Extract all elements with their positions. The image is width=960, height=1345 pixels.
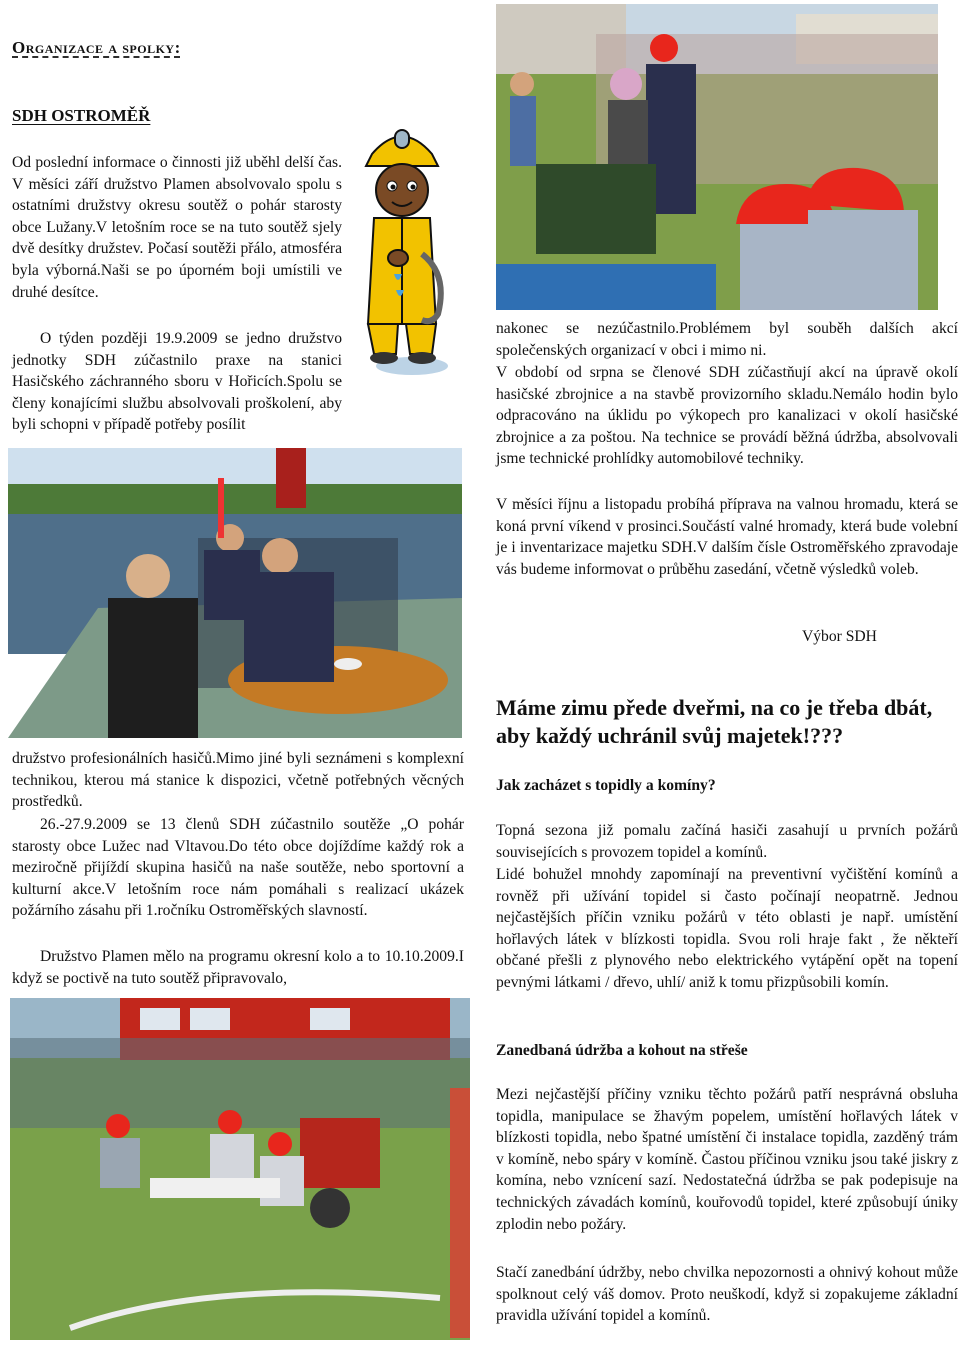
section-title: Organizace a spolky: [12, 38, 181, 57]
col2-para3: V měsíci říjnu a listopadu probíhá příprava na valnou hromadu, která se koná první víkend v prosinci.Součástí valné hromady, která bude volební je i inventarizace majetku SDH.V dalším čísle Ostroměřského zpravodaje vás budeme informovat o průběhu zasedání, včetně výsledků voleb. [496, 496, 958, 578]
article-para3: Mezi nejčastější příčiny vzniku těchto požárů patří nesprávná obsluha topidla, manipulace se žhavým popelem, umístění hořlavých látek v blízkosti topidla, nebo špatné umístění či instalace topidla, zazděný trám v komíně, nebo spáry v komíně. Častou příčinou vzniku jsou také jiskry z komína, nebo vznícení sazí. Nedostatečná údržba se pak podepisuje na technických závadách komínů, kouřovodů topidel, které způsobují úniky zplodin nebo požáry. [496, 1086, 958, 1233]
col1-para4: 26.-27.9.2009 se 13 členů SDH zúčastnilo soutěže „O pohár starosty obce Lužec nad Vltavou.Do této obce dojíždíme každý rok a meziročně přijíždí skupina hasičů na naše soutěže, nebo sportovní a kulturní akce.V letošním roce nám pomáhali s realizací ukázek požárního zásahu při 1.ročníku Ostroměřských slavností. [12, 816, 464, 920]
col2-para1: nakonec se nezúčastnilo.Problémem byl souběh dalších akcí společenských organizací v obci i mimo ni. [496, 320, 958, 359]
fireman-cartoon [352, 124, 452, 380]
photo-competition [10, 998, 470, 1340]
article-para4: Stačí zanedbání údržby, nebo chvilka nepozornosti a ohnivý kohout může spolknout celý váš domov. Proto neuškodí, když si zopakujeme základní pravidla užívání topidel a komínů. [496, 1264, 958, 1325]
col1-para2-start [12, 328, 342, 436]
article-headline: Máme zimu přede dveřmi, na co je třeba dbát, aby každý uchránil svůj majetek!??? [496, 695, 933, 748]
col2-para2: V období od srpna se členové SDH zúčastňují akcí na úpravě okolí hasičské zbrojnice a na stavbě provizorního skladu.Nemálo hodin bylo odpracováno na úklidu po výkopech pro kanalizaci v okolí hasičské zbrojnice a za poštou. Na technice se provádí běžná údržba, absolvovali jsme technické prohlídky automobilové techniky. [496, 364, 958, 468]
article-para2: Lidé bohužel mnohdy zapomínají na preventivní vyčištění komínů a rovněž při užívání topidel si často počínají neopatrně. Jednou nejčastějších příčin vzniku požárů v této oblasti je např. umístění hořlavých látek v blízkosti topidla. Svou roli hraje fakt , že někteří občané přešli z plynového nebo elektrického vytápění opět na topení pevnými látkami / dřevo, uhlí/ aniž k tomu přizpůsobili komín. [496, 866, 958, 991]
photo-boat-trip [8, 448, 462, 738]
signature: Výbor SDH [802, 628, 877, 645]
photo-kids-pump [496, 4, 938, 310]
col1-para3: družstvo profesionálních hasičů.Mimo jiné byli seznámeni s komplexní technikou, kterou má stanice k dispozici, včetně potřebných věcných prostředků. [12, 750, 464, 811]
col1-para2: O týden později 19.9.2009 se jedno družstvo jednotky SDH zúčastnilo praxe na stanici Hasičského záchranného sboru v Hořicích.Spolu se členy konajícími službu absolvovali proškolení, aby byli schopni v případě potřeby posílit [12, 330, 342, 434]
col1-para5: Družstvo Plamen mělo na programu okresní kolo a to 10.10.2009.I když se poctivě na tuto soutěž připravovalo, [12, 948, 464, 987]
org-title: SDH OSTROMĚŘ [12, 106, 151, 125]
col1-para1: Od poslední informace o činnosti již uběhl delší čas. V měsíci září družstvo Plamen absolvovalo spolu s ostatními družstvy okresu soutěž o pohár starosty obce Lužany.V letošním roce se na tuto soutěž sjely dvě desítky družstev. Počasí soutěži přálo, atmosféra byla výborná.Naši se po úporném boji umístili ve druhé desítce. [12, 154, 342, 301]
subheading-udrzba: Zanedbaná údržba a kohout na střeše [496, 1042, 748, 1059]
article-para1: Topná sezona již pomalu začíná hasiči zasahují u prvních požárů souvisejících s provozem topidel a komínů. [496, 822, 958, 861]
subheading-topidla: Jak zacházet s topidly a komíny? [496, 777, 716, 794]
